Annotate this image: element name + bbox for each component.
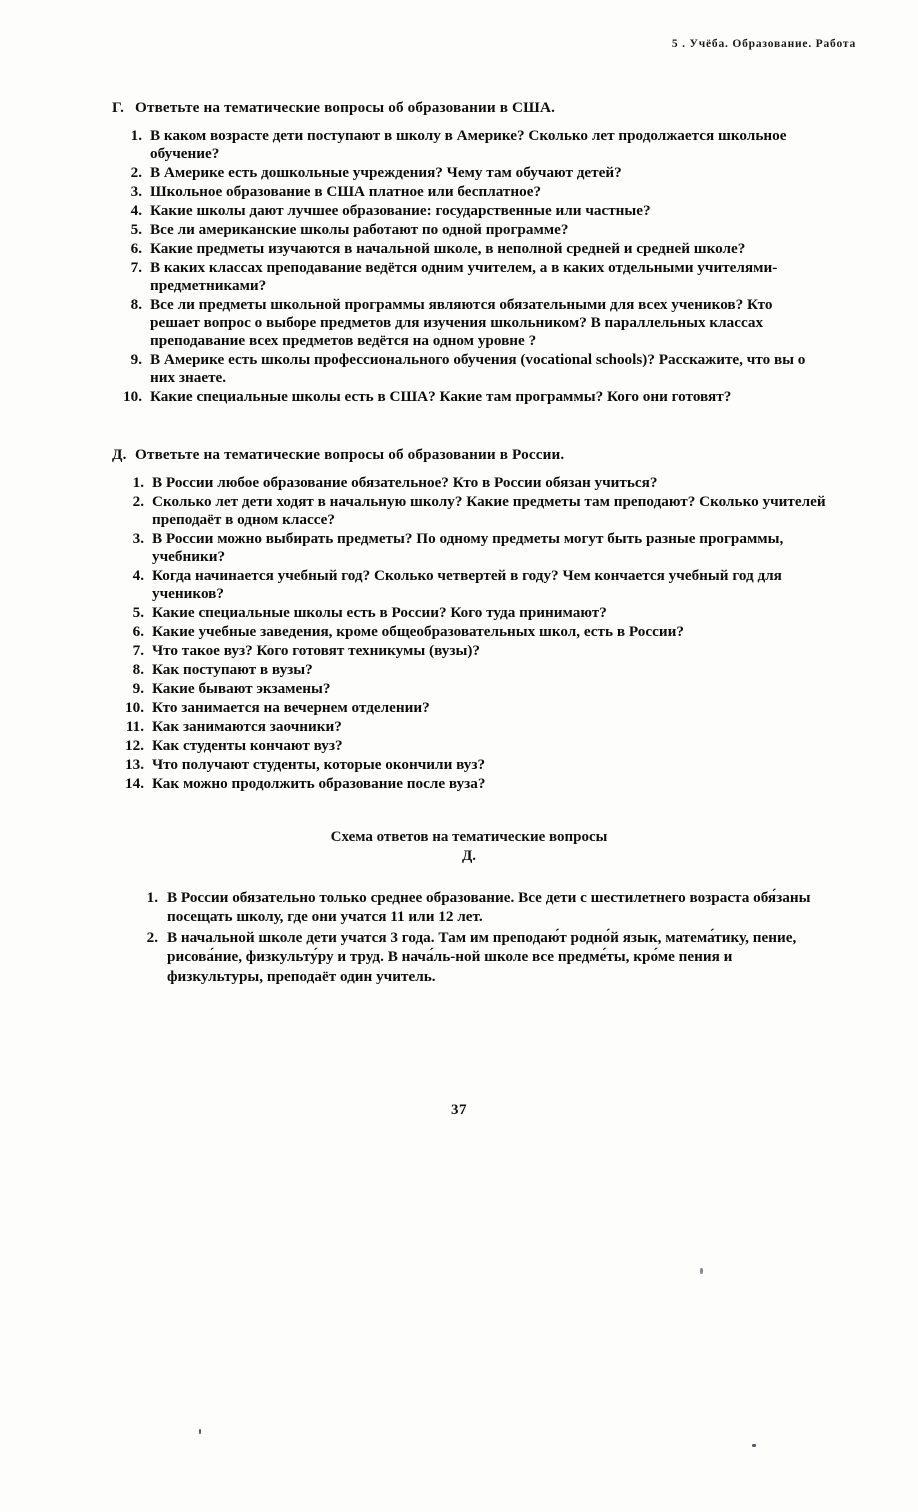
list-item [112, 493, 826, 529]
list-item [112, 164, 826, 182]
running-head: 5 . Учёба. Образование. Работа [671, 38, 856, 50]
item-text: Как студенты кончают вуз? [152, 737, 343, 755]
item-text: В России любое образование обязательное? Кто в России обязан учиться? [152, 474, 658, 492]
item-number: 4. [130, 202, 142, 220]
list-item [112, 680, 826, 698]
list-item [112, 296, 826, 350]
item-number: 8. [132, 661, 144, 679]
item-number: 7. [132, 642, 144, 660]
item-text: Школьное образование в США платное или бесплатное? [150, 183, 542, 201]
scan-speck [199, 1429, 201, 1434]
item-text: В Америке есть школы профессионального обучения (vocational schools)? Расскажите, что вы о них знаете. [150, 351, 806, 387]
item-text: Когда начинается учебный год? Сколько четвертей в году? Чем кончается учебный год для учеников? [152, 567, 782, 603]
list-item [112, 718, 826, 736]
item-text: Все ли американские школы работают по одной программе? [150, 221, 569, 239]
section-heading-d [112, 445, 826, 464]
item-number: 3. [132, 530, 144, 548]
scan-speck [700, 1268, 703, 1274]
section-title-g: Ответьте на тематические вопросы об образовании в США. [135, 99, 556, 116]
list-item [112, 623, 826, 641]
item-text: В России можно выбирать предметы? По одному предметы могут быть разные программы, учебники? [152, 530, 784, 566]
list-item [132, 888, 826, 926]
list-item [112, 604, 826, 622]
item-number: 14. [125, 775, 144, 793]
question-list-d [112, 474, 826, 793]
section-heading-g [112, 98, 826, 117]
section-letter-g: Г. [112, 99, 125, 116]
item-number: 1. [132, 474, 144, 492]
item-text: В начальной школе дети учатся 3 года. Там им преподаю́т родно́й язык, матема́тику, пение, рисова́ние, физкульту́ру и труд. В нача́ль-ной школе все предме́ты, кро́ме пения и физкультуры, преподаёт один учитель. [167, 929, 797, 985]
list-item [112, 737, 826, 755]
item-number: 12. [125, 737, 144, 755]
item-text: Кто занимается на вечернем отделении? [152, 699, 430, 717]
list-item [112, 259, 826, 295]
item-number: 6. [130, 240, 142, 258]
item-text: Сколько лет дети ходят в начальную школу? Какие предметы там преподают? Сколько учителей преподаёт в одном классе? [152, 493, 826, 529]
item-number: 1. [130, 127, 142, 144]
item-number: 8. [130, 296, 142, 314]
list-item [112, 183, 826, 201]
item-number: 7. [130, 259, 142, 277]
item-text: Какие специальные школы есть в США? Какие там программы? Кого они готовят? [150, 388, 732, 406]
list-item [112, 127, 826, 163]
item-text: В каком возрасте дети поступают в школу в Америке? Сколько лет продолжается школьное обучение? [150, 127, 787, 163]
list-item [112, 699, 826, 717]
answers-title [112, 828, 826, 867]
list-item [112, 642, 826, 660]
section-title-d: Ответьте на тематические вопросы об образовании в России. [135, 446, 565, 464]
list-item [112, 661, 826, 679]
item-number: 10. [125, 699, 144, 717]
item-number: 9. [130, 351, 142, 369]
item-text: Что такое вуз? Кого готовят техникумы (вузы)? [152, 642, 480, 660]
item-text: Какие предметы изучаются в начальной школе, в неполной средней и средней школе? [150, 240, 746, 258]
list-item [132, 928, 826, 985]
page-body [112, 98, 826, 988]
question-list-g [112, 127, 826, 406]
item-number: 2. [146, 929, 158, 947]
item-text: Какие специальные школы есть в России? Кого туда принимают? [152, 604, 607, 622]
list-item [112, 221, 826, 239]
item-number: 5. [130, 221, 142, 239]
list-item [112, 202, 826, 220]
answers-sub-letter: Д. [461, 848, 477, 865]
list-item [112, 756, 826, 774]
item-number: 4. [132, 567, 144, 585]
answers-title-text: Схема ответов на тематические вопросы [330, 828, 608, 845]
item-text: Какие школы дают лучшее образование: государственные или частные? [150, 202, 651, 220]
item-text: Какие учебные заведения, кроме общеобразовательных школ, есть в России? [152, 623, 684, 641]
item-text: В Америке есть дошкольные учреждения? Чему там обучают детей? [150, 164, 622, 182]
section-gap [112, 407, 826, 445]
item-number: 11. [125, 718, 144, 736]
list-item [112, 351, 826, 387]
list-item [112, 567, 826, 603]
item-number: 6. [132, 623, 144, 641]
list-item [112, 240, 826, 258]
item-number: 5. [132, 604, 144, 622]
item-text: В каких классах преподавание ведётся одним учителем, а в каких отдельными учителями-предметниками? [150, 259, 778, 295]
item-text: В России обязательно только среднее образование. Все дети с шестилетнего возраста обя́заны посещать школу, где они учатся 11 или 12 лет. [167, 889, 811, 926]
page-number: 37 [451, 1102, 467, 1118]
item-text: Все ли предметы школьной программы являются обязательными для всех учеников? Кто решает вопрос о выборе предметов для изучения школьником? В параллельных классах преподавание всех предметов ведётся на одном уровне ? [150, 296, 773, 350]
list-item [112, 388, 826, 406]
item-number: 13. [125, 756, 144, 774]
item-number: 2. [130, 164, 142, 182]
scan-speck [752, 1444, 756, 1447]
list-item [112, 775, 826, 793]
section-letter-d: Д. [112, 446, 127, 464]
item-number: 10. [123, 388, 142, 406]
item-number: 2. [132, 493, 144, 511]
item-number: 3. [130, 183, 142, 201]
item-text: Как поступают в вузы? [152, 661, 313, 679]
answers-list [132, 888, 826, 986]
item-number: 1. [146, 889, 158, 906]
item-text: Какие бывают экзамены? [152, 680, 331, 698]
item-text: Как занимаются заочники? [152, 718, 342, 736]
list-item [112, 530, 826, 566]
list-item [112, 474, 826, 492]
item-text: Что получают студенты, которые окончили вуз? [152, 756, 486, 774]
item-text: Как можно продолжить образование после вуза? [152, 775, 486, 793]
item-number: 9. [132, 680, 144, 698]
